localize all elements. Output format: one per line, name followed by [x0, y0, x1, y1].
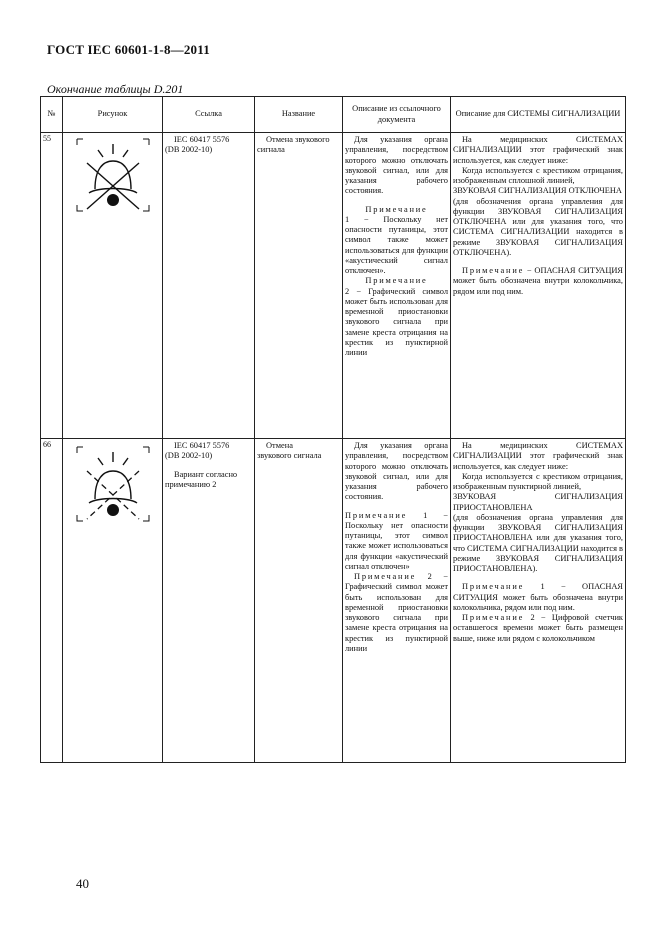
- source-note-2: [345, 572, 448, 654]
- column-header-alarm-description: Описание для СИСТЕМЫ СИГНАЛИЗАЦИИ: [451, 97, 626, 133]
- source-description-cell: [343, 133, 451, 439]
- symbol-cell: [63, 133, 163, 439]
- note-text: 1 − ОПАСНАЯ СИТУАЦИЯ может быть обозначена внутри колокольчика, рядом или под ним.: [453, 582, 624, 612]
- note-label: Примечание: [365, 276, 428, 286]
- row-number: 55: [41, 133, 63, 439]
- symbols-table: [40, 96, 626, 763]
- name-cell: [255, 439, 343, 763]
- reference-variant: Вариант согласно примечанию 2: [165, 469, 238, 489]
- alarm-note-2: [453, 613, 623, 644]
- page-number: 40: [76, 876, 89, 891]
- source-note-1: [345, 205, 448, 277]
- note-text: 1 − Поскольку нет опасности путаницы, этот символ также может использоваться для функции «акустический сигнал отключен».: [345, 214, 448, 275]
- source-note-1: [345, 511, 448, 573]
- note-text: 2 − Графический символ может быть использован для временной приостановки звукового сигнала при замене креста отрицания на крестик из пунктирной линии: [345, 572, 448, 653]
- source-description-text: Для указания органа управления, посредством которого можно отключать звуковой сигнал, или для указания рабочего состояния.: [345, 135, 448, 196]
- alarm-description-cell: [451, 439, 626, 763]
- alarm-note-1: [453, 582, 623, 613]
- table-row: [41, 439, 626, 763]
- note-label: Примечание: [462, 582, 525, 592]
- source-description-cell: [343, 439, 451, 763]
- reference-text: IEC 60417 5576 (DB 2002-10): [165, 135, 230, 155]
- column-header-number: №: [41, 97, 63, 133]
- note-text: − ОПАСНАЯ СИТУАЦИЯ может быть обозначена внутри колокольчика, рядом или под ним.: [453, 266, 624, 296]
- source-description-text: Для указания органа управления, посредством которого можно отключать звуковой сигнал, или для указания рабочего состояния.: [345, 441, 448, 502]
- name-text: Отмена звукового сигнала: [257, 135, 330, 155]
- name-cell: [255, 133, 343, 439]
- bell-dashed-cross-icon: [63, 439, 163, 531]
- alarm-description-usage: Когда используется с крестиком отрицания, изображенным сплошной линией, ЗВУКОВАЯ СИГНАЛИЗАЦИЯ ОТКЛЮЧЕНА (для обозначения органа управления для функции ЗВУКОВАЯ СИГНАЛИЗАЦИЯ ОТКЛЮЧЕНА или для указания того, что СИСТЕМА СИГНАЛИЗАЦИИ находится в режиме ЗВУКОВАЯ СИГНАЛИЗАЦИЯ ОТКЛЮЧЕНА).: [453, 165, 623, 257]
- column-header-name: Название: [255, 97, 343, 133]
- column-header-source-description: Описание из ссылочного документа: [343, 97, 451, 133]
- reference-cell: [163, 133, 255, 439]
- alarm-description-intro: На медицинских СИСТЕМАХ СИГНАЛИЗАЦИИ этот графический знак используется, как следует ниже:: [453, 135, 623, 165]
- alarm-description-usage: Когда используется с крестиком отрицания, изображенным пунктирной линией, ЗВУКОВАЯ СИГНАЛИЗАЦИЯ ПРИОСТАНОВЛЕНА (для обозначения органа управления для функции ЗВУКОВАЯ СИГНАЛИЗАЦИЯ ПРИОСТАНОВЛЕНА или для указания того, что СИСТЕМА СИГНАЛИЗАЦИИ находится в режиме ЗВУКОВАЯ СИГНАЛИЗАЦИЯ ПРИОСТАНОВЛЕНА).: [453, 471, 624, 573]
- bell-crossed-icon: [63, 133, 163, 223]
- table-row: [41, 133, 626, 439]
- symbol-cell: [63, 439, 163, 763]
- reference-cell: [163, 439, 255, 763]
- source-note-2: [345, 276, 448, 358]
- alarm-note: [453, 266, 623, 297]
- note-label: Примечание: [462, 266, 525, 275]
- note-label: Примечание: [354, 572, 417, 581]
- alarm-description-cell: [451, 133, 626, 439]
- table-header-row: [41, 97, 626, 133]
- note-text: 2 − Графический символ может быть использован для временной приостановки звукового сигнала при замене креста отрицания на крестик из пунктирной линии: [345, 286, 448, 357]
- note-label: Примечание: [462, 613, 525, 622]
- column-header-picture: Рисунок: [63, 97, 163, 133]
- alarm-description-intro: На медицинских СИСТЕМАХ СИГНАЛИЗАЦИИ этот графический знак используется, как следует ниже:: [453, 441, 623, 471]
- note-label: Примечание: [365, 204, 428, 214]
- note-text: 1 − Поскольку нет опасности путаницы, этот символ также может использоваться для функции «акустический сигнал отключен»: [345, 510, 448, 571]
- reference-text: IEC 60417 5576 (DB 2002-10): [165, 441, 230, 461]
- note-text: 2 − Цифровой счетчик оставшегося времени может быть размещен выше, ниже или рядом с колокольчиком: [453, 613, 624, 643]
- column-header-reference: Ссылка: [163, 97, 255, 133]
- note-label: Примечание: [345, 510, 408, 520]
- name-text: Отмена звукового сигнала: [257, 441, 322, 461]
- table-caption: Окончание таблицы D.201: [47, 82, 184, 96]
- document-header: ГОСТ IEC 60601-1-8—2011: [47, 42, 210, 57]
- row-number: 66: [41, 439, 63, 763]
